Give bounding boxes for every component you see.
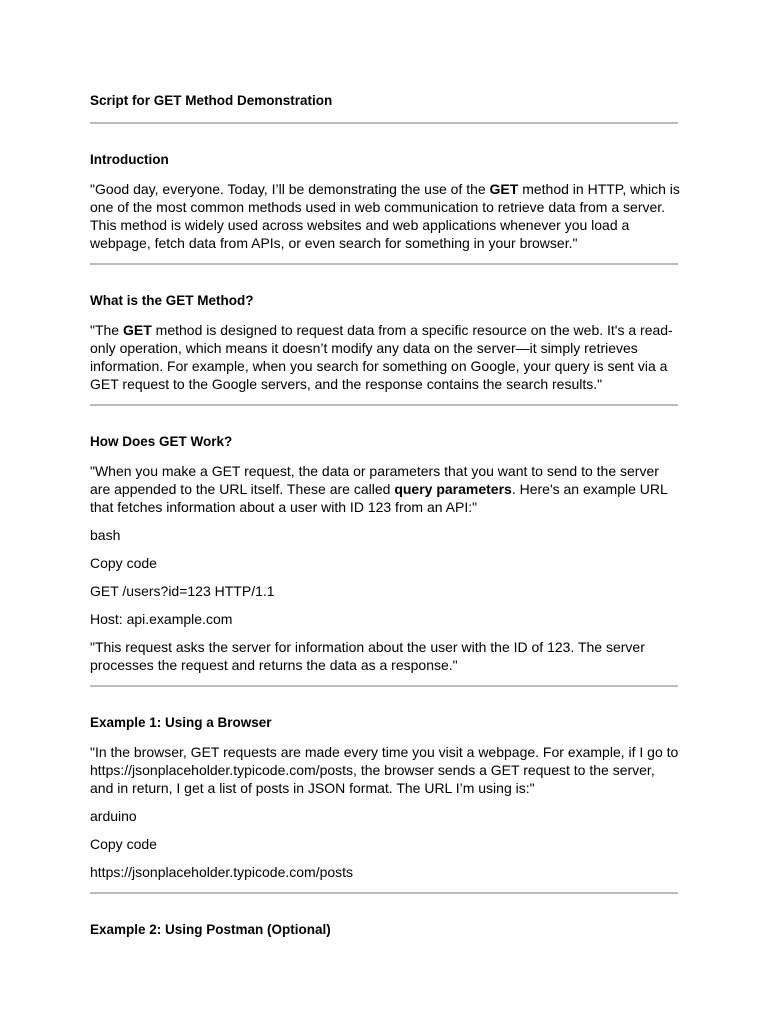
divider <box>90 122 678 124</box>
divider <box>90 404 678 406</box>
how-get-works-followup: "This request asks the server for information about the user with the ID of 123. The server processes the request and returns the data as a response." <box>90 639 645 673</box>
how-get-works-paragraph: "When you make a GET request, the data or parameters that you want to send to the server are appended to the URL itself. These are called query parameters. Here's an example URL that fetches information about a user with ID 123 from an API:" <box>90 463 668 515</box>
copy-code-link[interactable]: Copy code <box>90 555 157 571</box>
section-heading-introduction: Introduction <box>90 152 169 167</box>
code-line: https://jsonplaceholder.typicode.com/posts <box>90 864 354 880</box>
what-is-get-paragraph: "The GET method is designed to request data from a specific resource on the web. It's a read-only operation, which means it doesn’t modify any data on the server—it simply retrieves information. For example, when you search for something on Google, your query is sent via a GET request to the Google servers, and the response contains the search results." <box>90 322 673 392</box>
copy-code-link[interactable]: Copy code <box>90 836 157 852</box>
divider <box>90 263 678 265</box>
section-heading-example-browser: Example 1: Using a Browser <box>90 715 272 730</box>
document-content <box>90 92 680 950</box>
code-language-label: bash <box>90 527 121 543</box>
code-line: Host: api.example.com <box>90 611 233 627</box>
section-heading-example-postman: Example 2: Using Postman (Optional) <box>90 922 331 937</box>
example-browser-paragraph: "In the browser, GET requests are made every time you visit a webpage. For example, if I go to https://jsonplaceholder.typicode.com/posts, the browser sends a GET request to the server, and in return, I get a list of posts in JSON format. The URL I’m using is:" <box>90 744 679 796</box>
section-heading-what-is-get: What is the GET Method? <box>90 293 254 308</box>
divider <box>90 685 678 687</box>
introduction-paragraph: "Good day, everyone. Today, I’ll be demonstrating the use of the GET method in HTTP, which is one of the most common methods used in web communication to retrieve data from a server. This method is widely used across websites and web applications whenever you load a webpage, fetch data from APIs, or even search for something in your browser." <box>90 181 680 251</box>
code-language-label: arduino <box>90 808 137 824</box>
section-heading-how-get-works: How Does GET Work? <box>90 434 233 449</box>
divider <box>90 892 678 894</box>
code-line: GET /users?id=123 HTTP/1.1 <box>90 583 275 599</box>
document-title: Script for GET Method Demonstration <box>90 93 333 108</box>
